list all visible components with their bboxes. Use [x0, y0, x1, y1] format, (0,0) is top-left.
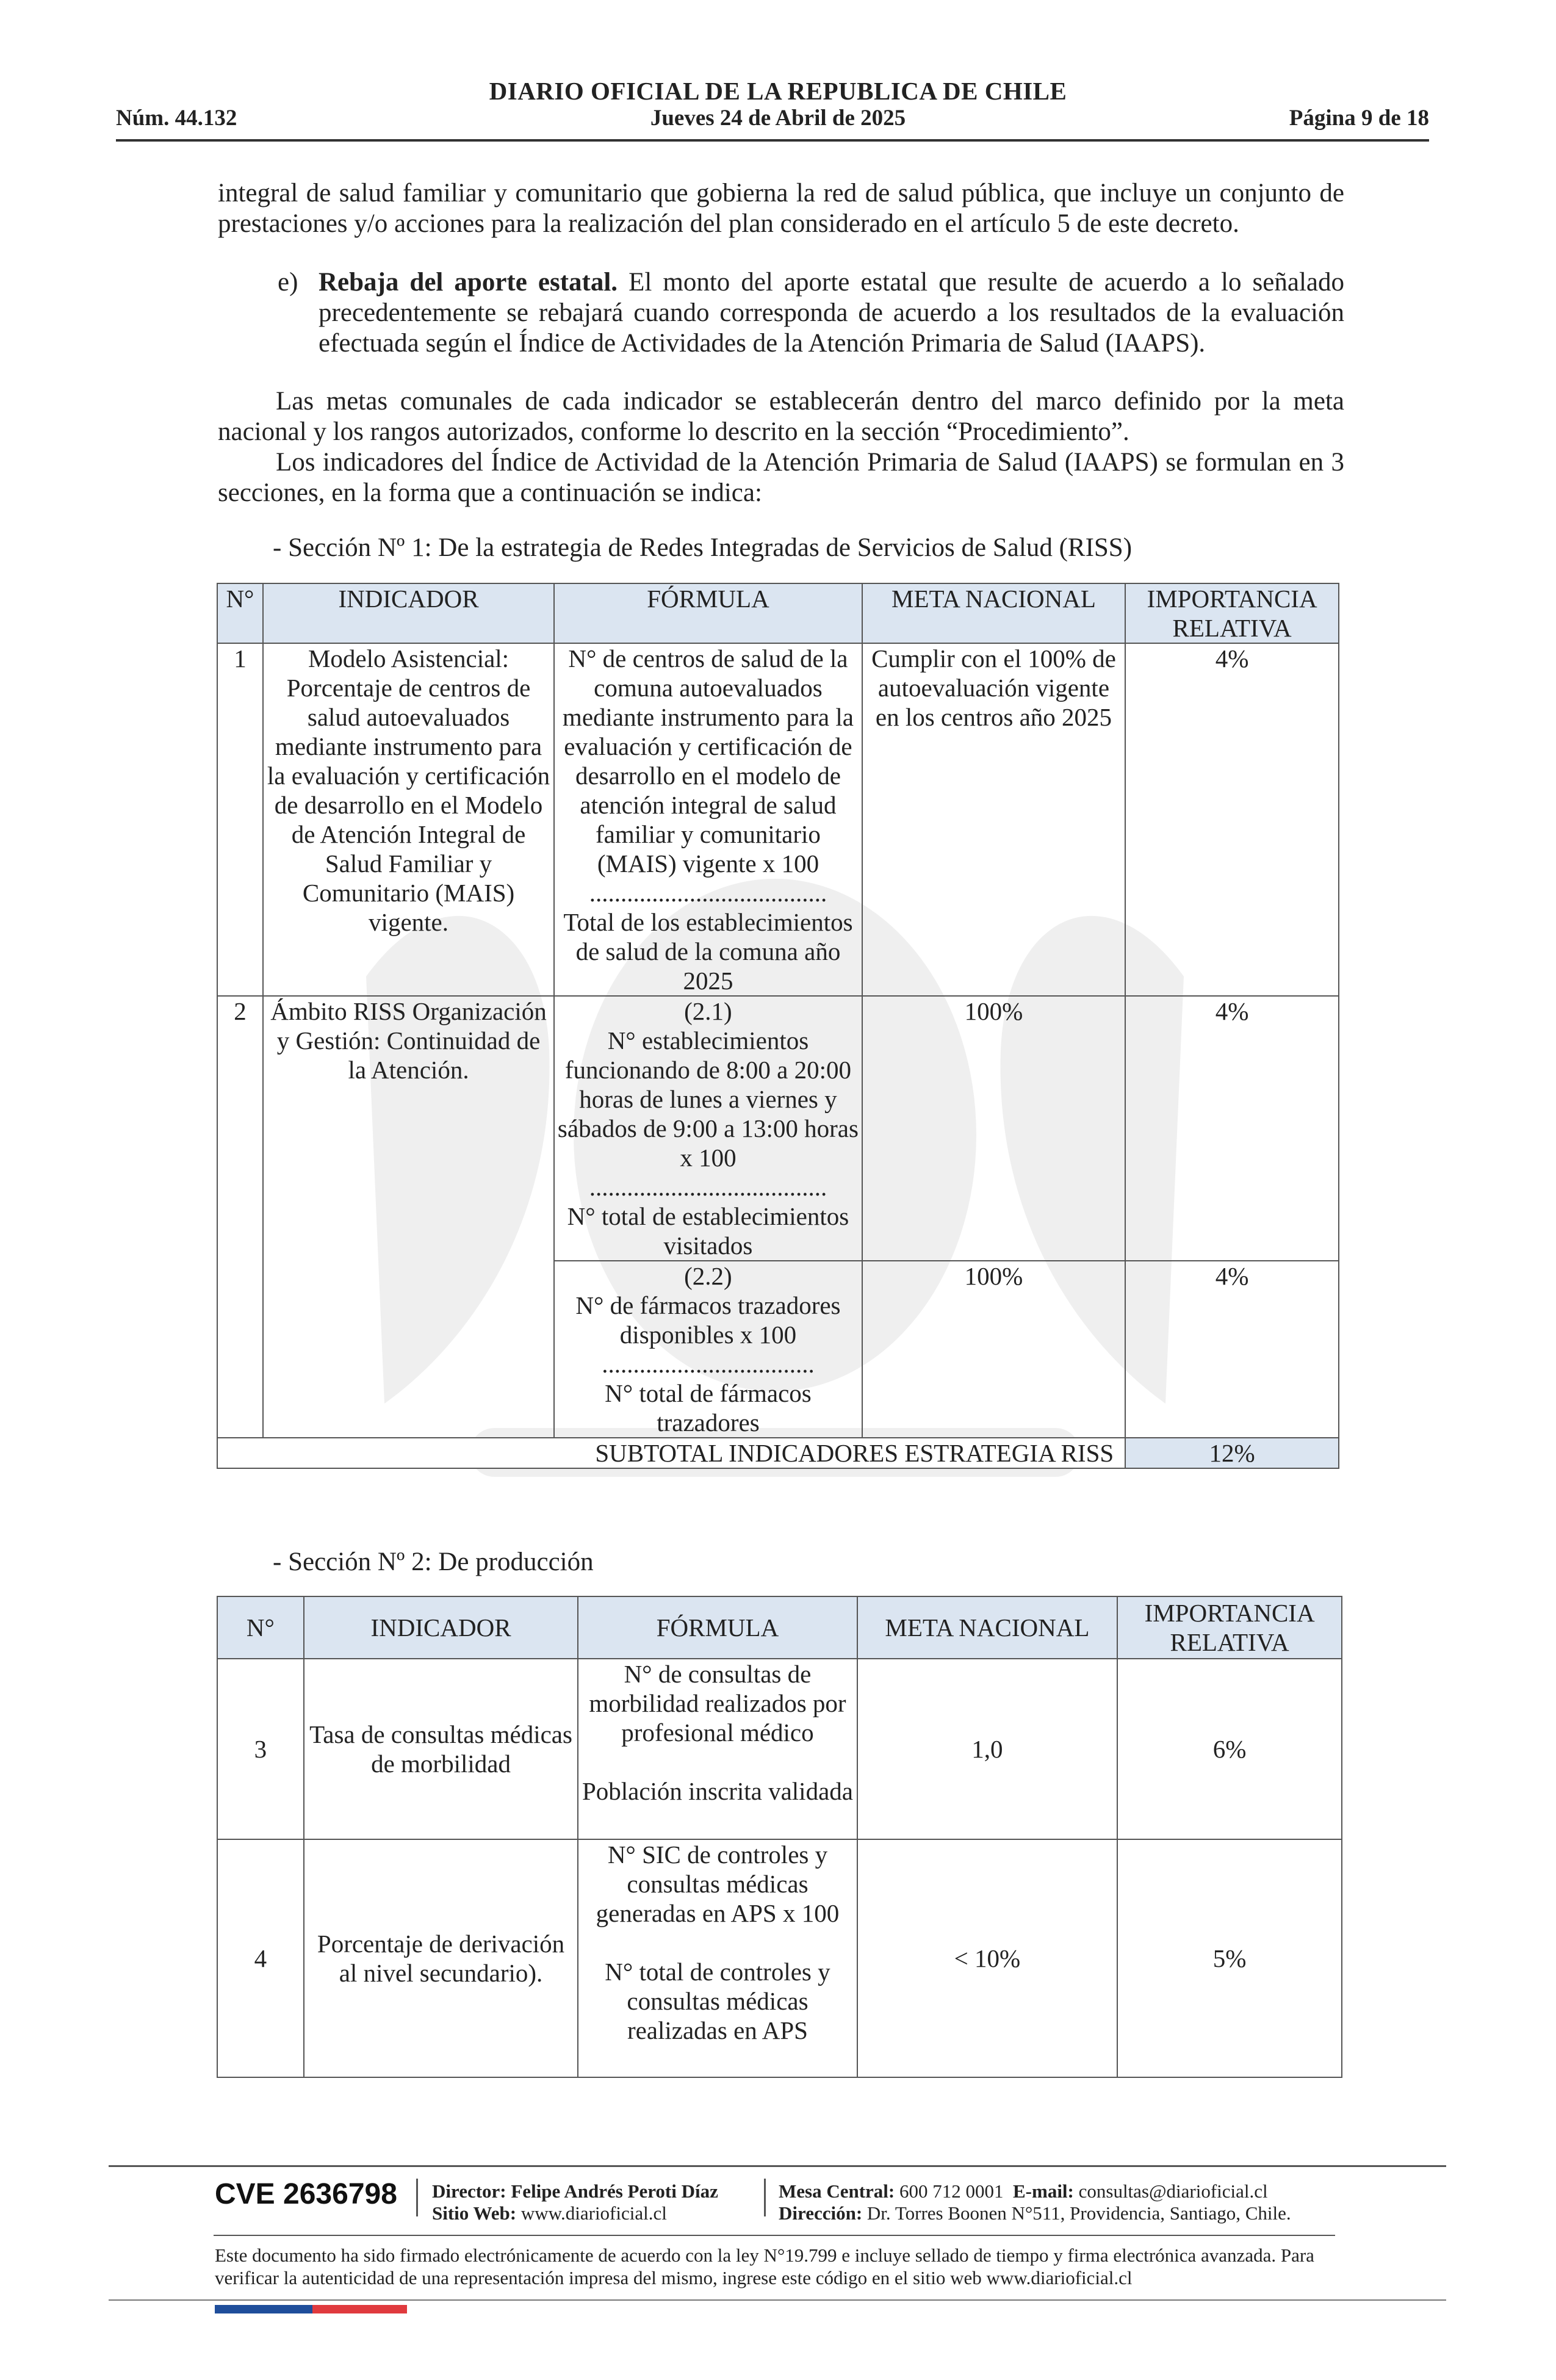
formula-cell: [554, 996, 862, 1261]
formula-numerator: N° de consultas de morbilidad realizados por profesional médico: [589, 1660, 846, 1747]
formula-numerator: N° de centros de salud de la comuna autoevaluados mediante instrumento para la evaluación y certificación de desarrollo en el modelo de atención integral de salud familiar y comunitario (MAIS) vigente x 100: [562, 644, 854, 878]
table-header-row: [217, 583, 1339, 643]
row-number: 2: [217, 996, 263, 1438]
footer-separator: [764, 2179, 766, 2216]
table-row: [217, 1659, 1342, 1839]
riss-indicators-table: [217, 583, 1339, 1469]
meta-cell: 100%: [862, 1261, 1125, 1438]
col-header-meta: META NACIONAL: [862, 583, 1125, 643]
section2-title: - Sección Nº 2: De producción: [273, 1548, 594, 1576]
col-header-formula: FÓRMULA: [578, 1596, 857, 1659]
footer-divider: [109, 2165, 1446, 2167]
formula-denominator: N° total de establecimientos visitados: [567, 1202, 849, 1260]
importance-cell: 4%: [1125, 643, 1339, 996]
formula-fraction-line: ..................................: [602, 1350, 815, 1378]
table-row: [217, 1839, 1342, 2077]
row-number: 3: [217, 1659, 304, 1839]
formula-denominator: N° total de fármacos trazadores: [605, 1379, 812, 1437]
table-header-row: [217, 1596, 1342, 1659]
footer-address: [779, 2202, 1291, 2224]
address-value: Dr. Torres Boonen N°511, Providencia, Santiago, Chile.: [866, 2202, 1291, 2224]
formula-spacer: [581, 1747, 854, 1776]
col-header-formula: FÓRMULA: [554, 583, 862, 643]
col-header-indicador: INDICADOR: [304, 1596, 578, 1659]
table-row: [217, 643, 1339, 996]
footer-legal-notice: Este documento ha sido firmado electrónicamente de acuerdo con la ley N°19.799 e incluye sellado de tiempo y firma electrónica avanzada. Para verificar la autenticidad de una representación impresa del mismo, ingrese este código en el sitio web www.diarioficial.cl: [215, 2245, 1314, 2288]
table-row: [217, 996, 1339, 1261]
formula-code: (2.2): [684, 1262, 732, 1290]
formula-denominator: Población inscrita validada: [582, 1777, 853, 1805]
phone-label: Mesa Central:: [779, 2180, 895, 2202]
col-header-meta: META NACIONAL: [857, 1596, 1118, 1659]
formula-numerator: N° de fármacos trazadores disponibles x 100: [575, 1291, 841, 1349]
meta-cell: 1,0: [857, 1659, 1118, 1839]
production-indicators-table: [217, 1596, 1342, 2078]
metas-text: Las metas comunales de cada indicador se establecerán dentro del marco definido por la meta nacional y los rangos autorizados, conforme lo descrito en la sección “Procedimiento”.: [218, 387, 1344, 446]
intro-text: integral de salud familiar y comunitario que gobierna la red de salud pública, que incluye un conjunto de prestaciones y/o acciones para la realización del plan considerado en el artículo 5 de este decreto.: [218, 179, 1344, 238]
issue-number: Núm. 44.132: [116, 106, 237, 131]
importance-cell: 5%: [1117, 1839, 1342, 2077]
row-number: 1: [217, 643, 263, 996]
item-e: [278, 267, 1344, 359]
row-number: 4: [217, 1839, 304, 2077]
section1-title: - Sección Nº 1: De la estrategia de Redes Integradas de Servicios de Salud (RISS): [273, 533, 1133, 562]
col-header-importancia: IMPORTANCIA RELATIVA: [1125, 583, 1339, 643]
formula-fraction-line: ......................................: [589, 879, 827, 907]
email-label: E-mail:: [1013, 2180, 1074, 2202]
formula-denominator: Total de los establecimientos de salud de la comuna año 2025: [563, 908, 853, 995]
item-e-marker: e): [278, 268, 298, 297]
formula-spacer: [581, 1928, 854, 1957]
flag-bar-red: [312, 2305, 407, 2313]
cve-code: CVE 2636798: [215, 2178, 397, 2210]
item-e-title: Rebaja del aporte estatal.: [319, 268, 618, 297]
footer-website: [432, 2202, 718, 2224]
col-header-importancia: IMPORTANCIA RELATIVA: [1117, 1596, 1342, 1659]
footer-contact-block: [779, 2180, 1291, 2224]
metas-paragraph: [218, 386, 1344, 508]
formula-code: (2.1): [684, 997, 732, 1025]
footer-director: [432, 2180, 718, 2202]
website-link[interactable]: www.diarioficial.cl: [520, 2202, 667, 2224]
subtotal-row: [217, 1438, 1339, 1468]
indicator-cell: Modelo Asistencial: Porcentaje de centros de salud autoevaluados mediante instrumento para la evaluación y certificación de desarrollo en el Modelo de Atención Integral de Salud Familiar y Comunitario (MAIS) vigente.: [263, 643, 554, 996]
phone-number: 600 712 0001: [899, 2180, 1004, 2202]
footer-separator: [416, 2179, 418, 2216]
importance-cell: 6%: [1117, 1659, 1342, 1839]
importance-cell: 4%: [1125, 1261, 1339, 1438]
formula-fraction-line: ......................................: [589, 1173, 827, 1201]
intro-paragraph: [218, 178, 1344, 239]
website-label: Sitio Web:: [432, 2202, 517, 2224]
col-header-n: N°: [217, 1596, 304, 1659]
meta-cell: 100%: [862, 996, 1125, 1261]
indicator-cell: Porcentaje de derivación al nivel secundario).: [304, 1839, 578, 2077]
importance-cell: 4%: [1125, 996, 1339, 1261]
formula-cell: [554, 1261, 862, 1438]
issue-date: Jueves 24 de Abril de 2025: [650, 106, 906, 131]
director-name: Felipe Andrés Peroti Díaz: [511, 2180, 718, 2202]
subtotal-label: SUBTOTAL INDICADORES ESTRATEGIA RISS: [217, 1438, 1125, 1468]
director-label: Director:: [432, 2180, 506, 2202]
footer-phone-email: [779, 2180, 1291, 2202]
flag-bar-blue: [215, 2305, 312, 2313]
formula-numerator: N° establecimientos funcionando de 8:00 a 20:00 horas de lunes a viernes y sábados de 9:00 a 13:00 horas x 100: [557, 1026, 859, 1172]
address-label: Dirección:: [779, 2202, 863, 2224]
meta-cell: < 10%: [857, 1839, 1118, 2077]
journal-title: DIARIO OFICIAL DE LA REPUBLICA DE CHILE: [489, 77, 1067, 105]
meta-cell: Cumplir con el 100% de autoevaluación vigente en los centros año 2025: [862, 643, 1125, 996]
footer-divider: [109, 2299, 1446, 2301]
indicator-cell: Tasa de consultas médicas de morbilidad: [304, 1659, 578, 1839]
subtotal-value: 12%: [1125, 1438, 1339, 1468]
col-header-indicador: INDICADOR: [263, 583, 554, 643]
item-e-text: El monto del aporte estatal que resulte de acuerdo a lo señalado precedentemente se rebajará cuando corresponda de acuerdo a los resultados de la evaluación efectuada según el Índice de Actividades de la Atención Primaria de Salud (IAAPS).: [319, 268, 1344, 358]
indicadores-text: Los indicadores del Índice de Actividad de la Atención Primaria de Salud (IAAPS) se formulan en 3 secciones, en la forma que a continuación se indica:: [218, 448, 1344, 507]
page-indicator: Página 9 de 18: [1289, 106, 1429, 131]
formula-cell: [554, 643, 862, 996]
formula-numerator: N° SIC de controles y consultas médicas generadas en APS x 100: [596, 1841, 840, 1927]
formula-cell: [578, 1659, 857, 1839]
footer-divider: [214, 2235, 1335, 2236]
header-divider: [116, 139, 1429, 142]
email-link[interactable]: consultas@diarioficial.cl: [1078, 2180, 1268, 2202]
formula-cell: [578, 1839, 857, 2077]
formula-denominator: N° total de controles y consultas médicas realizadas en APS: [605, 1958, 830, 2044]
col-header-n: N°: [217, 583, 263, 643]
item-e-body: [319, 267, 1344, 359]
footer-director-block: [432, 2180, 718, 2224]
indicator-cell: Ámbito RISS Organización y Gestión: Continuidad de la Atención.: [263, 996, 554, 1438]
